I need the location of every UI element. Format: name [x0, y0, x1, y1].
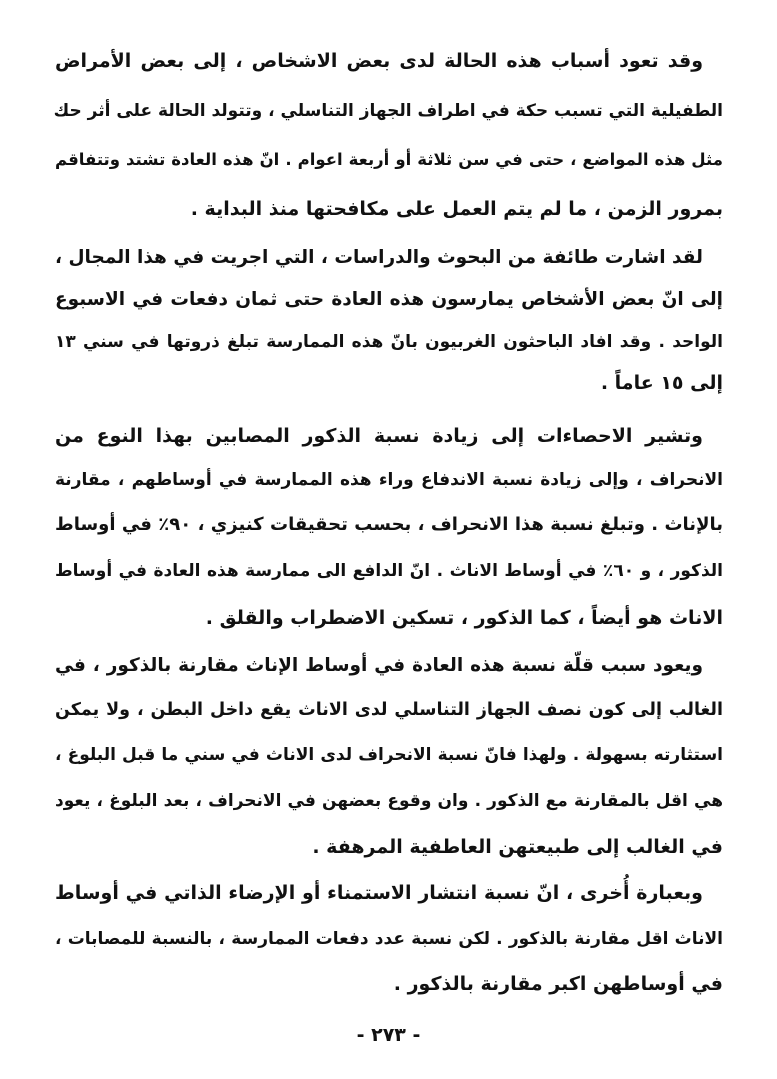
- paragraph-4-line-1: ويعود سبب قلّة نسبة هذه العادة في أوساط الإناث مقارنة بالذكور ، في: [55, 655, 703, 676]
- paragraph-1-line-2: الطفيلية التي تسبب حكة في اطراف الجهاز التناسلي ، وتتولد الحالة على أثر حك: [53, 101, 723, 121]
- paragraph-1-line-3: مثل هذه المواضع ، حتى في سن ثلاثة أو أربعة اعوام . انّ هذه العادة تشتد وتتفاقم: [55, 150, 723, 169]
- paragraph-4-line-3: استثارته بسهولة . ولهذا فانّ نسبة الانحراف لدى الاناث في سني ما قبل البلوغ ،: [55, 745, 723, 765]
- paragraph-1-line-4: بمرور الزمن ، ما لم يتم العمل على مكافحتها منذ البداية .: [190, 198, 723, 220]
- paragraph-5-line-2: الاناث اقل مقارنة بالذكور . لكن نسبة عدد دفعات الممارسة ، بالنسبة للمصابات ،: [55, 929, 723, 949]
- paragraph-5-line-3: في أوساطهن اكبر مقارنة بالذكور .: [393, 973, 723, 995]
- paragraph-4-line-5: في الغالب إلى طبيعتهن العاطفية المرهفة .: [312, 836, 723, 858]
- paragraph-2-line-2: إلى انّ بعض الأشخاص يمارسون هذه العادة حتى ثمان دفعات في الاسبوع: [55, 289, 723, 310]
- paragraph-1-line-1: وقد تعود أسباب هذه الحالة لدى بعض الاشخاص ، إلى بعض الأمراض: [55, 50, 703, 72]
- paragraph-3-line-1: وتشير الاحصاءات إلى زيادة نسبة الذكور المصابين بهذا النوع من: [55, 425, 703, 447]
- paragraph-2-line-1: لقد اشارت طائفة من البحوث والدراسات ، التي اجريت في هذا المجال ،: [55, 247, 703, 268]
- paragraph-2-line-4: إلى ١٥ عاماً .: [600, 372, 723, 394]
- paragraph-3-line-2: الانحراف ، وإلى زيادة نسبة الاندفاع وراء هذه الممارسة في أوساطهم ، مقارنة: [55, 470, 723, 490]
- paragraph-4-line-4: هي اقل بالمقارنة مع الذكور . وان وقوع بعضهن في الانحراف ، بعد البلوغ ، يعود: [55, 791, 723, 811]
- paragraph-4-line-2: الغالب إلى كون نصف الجهاز التناسلي لدى الاناث يقع داخل البطن ، ولا يمكن: [55, 700, 723, 720]
- paragraph-2-line-3: الواحد . وقد افاد الباحثون الغربيون بانّ هذه الممارسة تبلغ ذروتها في سني ١٣: [55, 332, 723, 352]
- paragraph-3-line-5: الاناث هو أيضاً ، كما الذكور ، تسكين الاضطراب والقلق .: [205, 607, 723, 629]
- page-number: - ٢٧٣ -: [356, 1024, 421, 1046]
- paragraph-5-line-1: وبعبارة أُخرى ، انّ نسبة انتشار الاستمناء أو الإرضاء الذاتي في أوساط: [55, 882, 703, 904]
- paragraph-3-line-4: الذكور ، و ٦٠٪ في أوساط الاناث . انّ الدافع الى ممارسة هذه العادة في أوساط: [55, 561, 723, 581]
- paragraph-3-line-3: بالإناث . وتبلغ نسبة هذا الانحراف ، بحسب تحقيقات كنيزي ، ٩٠٪ في أوساط: [55, 514, 723, 535]
